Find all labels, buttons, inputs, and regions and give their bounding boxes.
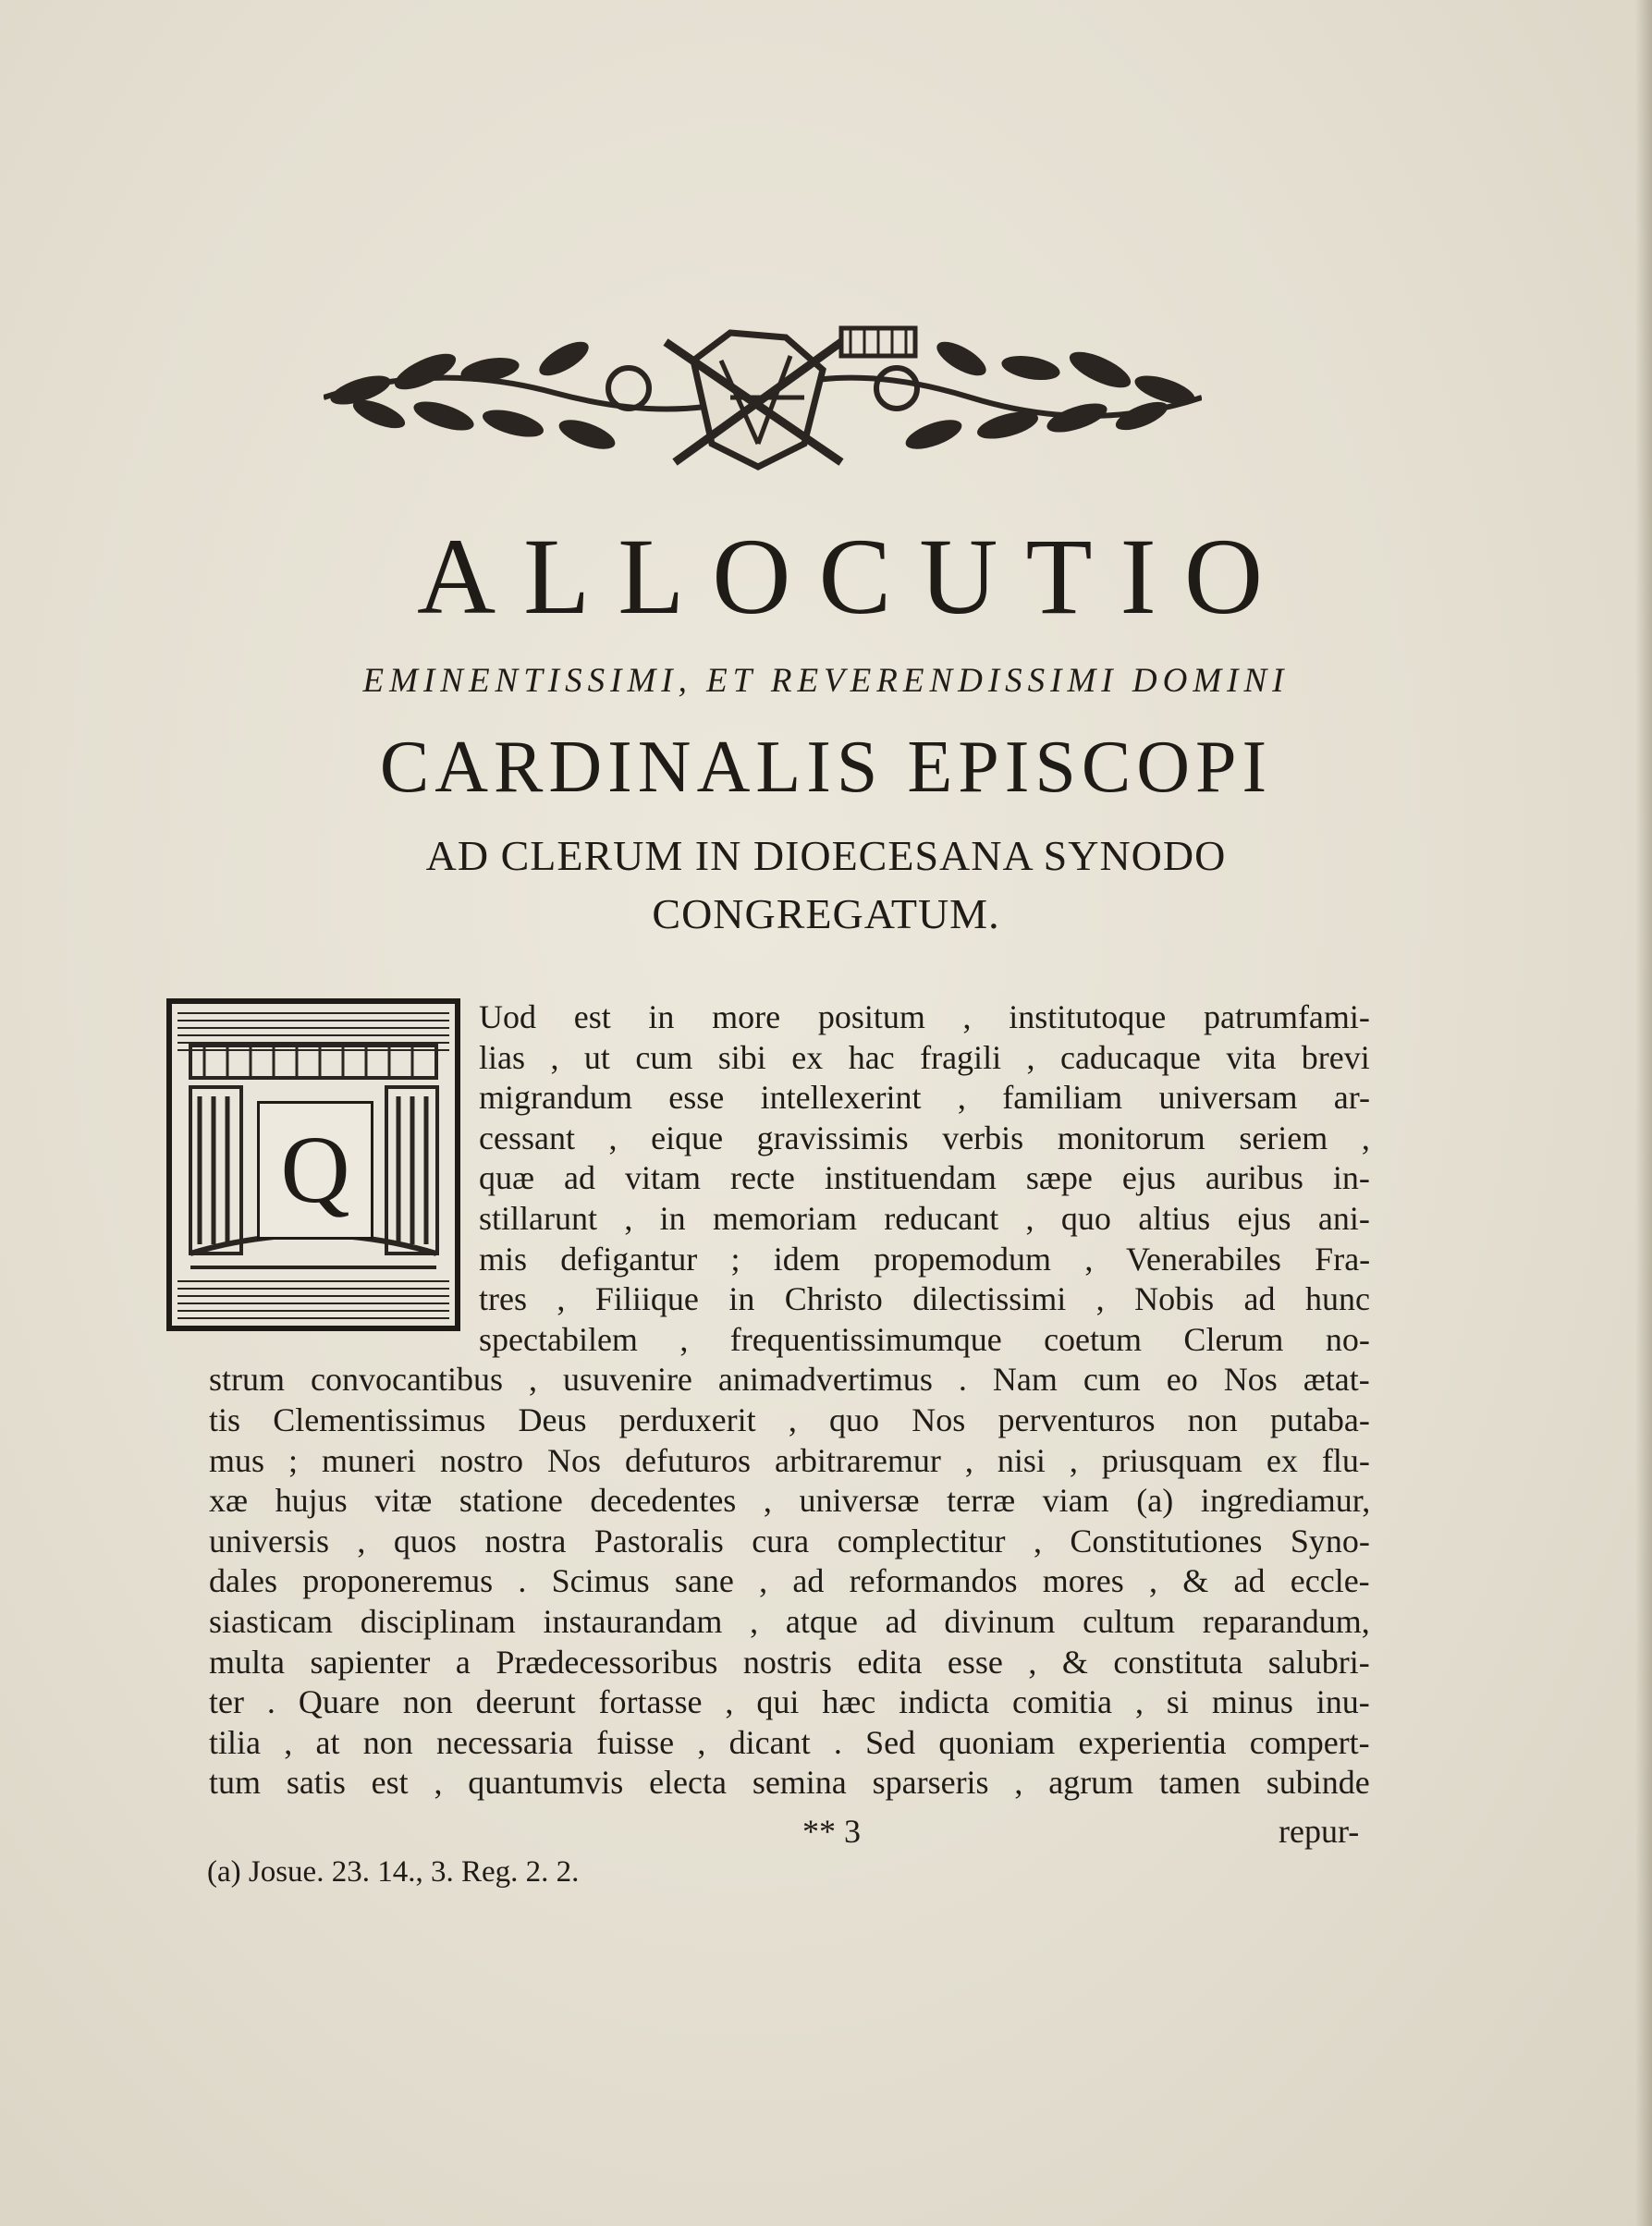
body-line: mus ; muneri nostro Nos defuturos arbitraremur , nisi , priusquam ex flu- [209, 1441, 1370, 1479]
body-line: siasticam disciplinam instaurandam , atque ad divinum cultum reparandum, [209, 1603, 1370, 1640]
body-line: spectabilem , frequentissimumque coetum Clerum no- [479, 1320, 1370, 1358]
catchword: repur- [1279, 1813, 1360, 1850]
drop-cap-letter: Q [257, 1101, 373, 1240]
body-line: Uod est in more positum , institutoque patrumfami- [479, 998, 1370, 1035]
body-line: tres , Filiique in Christo dilectissimi , Nobis ad hunc [479, 1280, 1370, 1318]
body-line: quæ ad vitam recte instituendam sæpe ejus auribus in- [479, 1159, 1370, 1197]
body-line: dales proponeremus . Scimus sane , ad reformandos mores , & ad eccle- [209, 1562, 1370, 1600]
body-line: strum convocantibus , usuvenire animadvertimus . Nam cum eo Nos ætat- [209, 1361, 1370, 1399]
ornamental-headpiece [324, 305, 1202, 490]
body-line: migrandum esse intellexerint , familiam universam ar- [479, 1079, 1371, 1117]
body-line: xæ hujus vitæ statione decedentes , universæ terræ viam (a) ingrediamur, [209, 1482, 1371, 1520]
body-line: tilia , at non necessaria fuisse , dicant . Sed quoniam experientia compert- [209, 1723, 1370, 1761]
drop-cap-woodcut [166, 998, 460, 1331]
body-line: multa sapienter a Prædecessoribus nostris edita esse , & constituta salubri- [209, 1643, 1370, 1681]
title-line-4: AD CLERUM IN DIOECESANA SYNODO [425, 832, 1227, 879]
body-line: universis , quos nostra Pastoralis cura complectitur , Constitutiones Syno- [209, 1522, 1370, 1559]
body-line: ter . Quare non deerunt fortasse , qui hæc indicta comitia , si minus inu- [209, 1683, 1370, 1721]
signature-mark: ** 3 [802, 1813, 861, 1850]
footnote: (a) Josue. 23. 14., 3. Reg. 2. 2. [207, 1855, 580, 1889]
body-line: mis defigantur ; idem propemodum , Venerabiles Fra- [479, 1240, 1371, 1278]
body-line: stillarunt , in memoriam reducant , quo altius ejus ani- [479, 1200, 1370, 1237]
title-line-3: CARDINALIS EPISCOPI [379, 727, 1273, 808]
title-line-5: CONGREGATUM. [652, 890, 1000, 937]
body-line: cessant , eique gravissimis verbis monitorum seriem , [479, 1119, 1370, 1156]
page-title: ALLOCUTIO [416, 516, 1291, 637]
title-line-2: EMINENTISSIMI, ET REVERENDISSIMI DOMINI [362, 662, 1290, 700]
body-line: lias , ut cum sibi ex hac fragili , caducaque vita brevi [479, 1038, 1370, 1076]
body-line: tum satis est , quantumvis electa semina sparseris , agrum tamen subinde [209, 1764, 1370, 1802]
body-line: tis Clementissimus Deus perduxerit , quo Nos perventuros non putaba- [209, 1401, 1370, 1438]
